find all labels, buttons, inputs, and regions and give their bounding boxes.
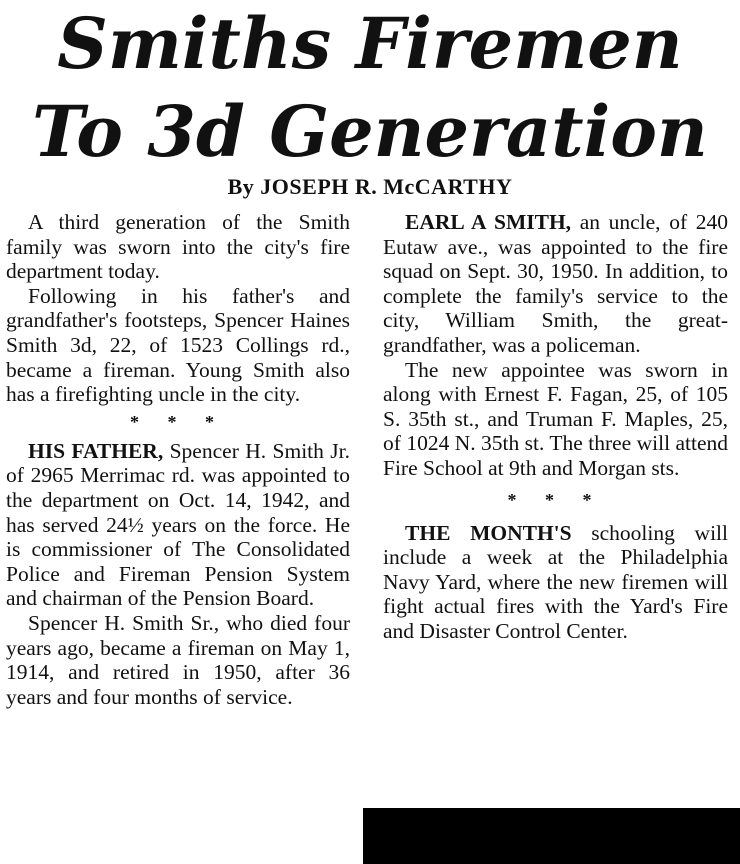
article-column-left — [6, 210, 350, 709]
paragraph-smith-sr: Spencer H. Smith Sr., who died four years ago, became a fireman on May 1, 1914, and retired in 1950, after 36 years and four months of service. — [6, 610, 350, 709]
black-redaction-block — [363, 808, 740, 864]
lead-in-earl-smith: EARL A SMITH, — [405, 210, 572, 234]
section-separator: * * * — [507, 489, 604, 510]
lead-in-his-father: HIS FATHER, — [28, 438, 164, 463]
section-separator: * * * — [130, 411, 226, 432]
paragraph-the-months — [383, 521, 728, 644]
article-column-right — [383, 210, 728, 644]
lead-in-the-months: THE MONTH'S — [405, 520, 572, 545]
paragraph-footsteps: Following in his father's and grandfather's footsteps, Spencer Haines Smith 3d, 22, of 1523 Collings rd., became a fireman. Young Smith also has a firefighting uncle in the city. — [6, 283, 350, 407]
paragraph-earl-smith-text: an uncle, of 240 Eutaw ave., was appointed to the fire squad on Sept. 30, 1950. In addition, to complete the family's service to the city, William Smith, the great-grandfather, was a policeman. — [383, 210, 728, 357]
paragraph-intro: A third generation of the Smith family was sworn into the city's fire department today. — [6, 210, 350, 284]
paragraph-new-appointee: The new appointee was sworn in along with Ernest F. Fagan, 25, of 105 S. 35th st., and Truman F. Maples, 25, of 1024 N. 35th st. The three will attend Fire School at 9th and Morgan sts. — [383, 357, 728, 480]
headline-line-2: To 3d Generation — [32, 90, 708, 173]
paragraph-his-father — [6, 439, 350, 611]
headline-line-1: Smiths Firemen — [57, 2, 683, 85]
paragraph-the-months-text: schooling will include a week at the Philadelphia Navy Yard, where the new firemen will fight actual fires with the Yard's Fire and Disaster Control Center. — [383, 520, 728, 643]
paragraph-earl-smith — [383, 210, 728, 358]
paragraph-his-father-text: Spencer H. Smith Jr. of 2965 Merrimac rd. was appointed to the department on Oct. 14, 1942, and has served 24½ years on the force. He is commissioner of The Consolidated Police and Fireman Pension System and chairman of the Pension Board. — [6, 438, 350, 611]
byline: By JOSEPH R. McCARTHY — [227, 174, 513, 199]
